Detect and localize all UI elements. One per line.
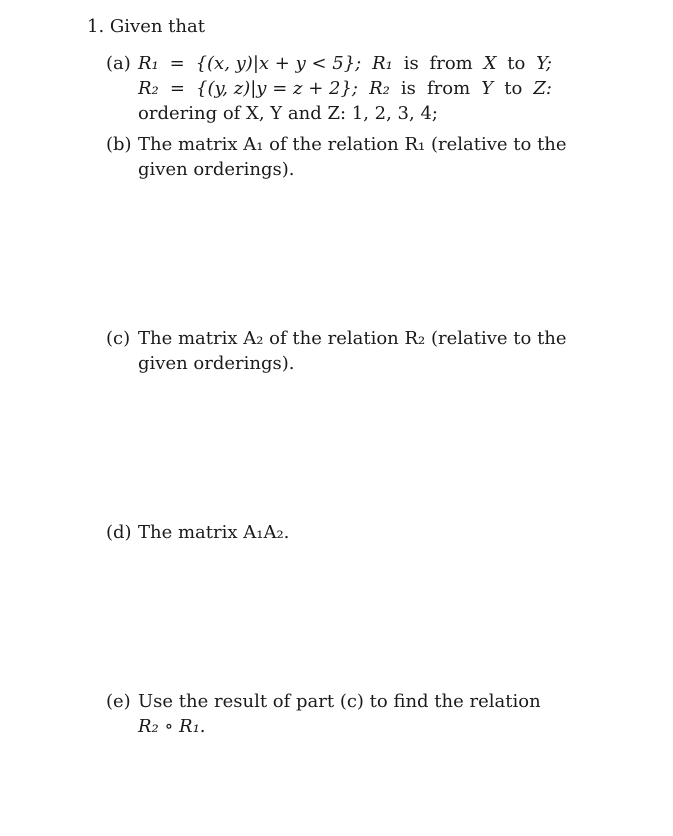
- part-b-label: (b): [106, 134, 132, 155]
- part-e-line-2: R₂ ∘ R₁.: [138, 716, 206, 737]
- equals-sign: =: [169, 78, 185, 99]
- part-c-line-1: The matrix A₂ of the relation R₂ (relative to the: [138, 328, 567, 349]
- part-a-line-1: [138, 51, 552, 76]
- word: is: [400, 78, 416, 99]
- word: to: [507, 53, 526, 74]
- equals-sign: =: [169, 53, 185, 74]
- part-d-label: (d): [106, 522, 132, 543]
- word: from: [427, 78, 471, 99]
- part-a-body: [138, 51, 556, 126]
- set-y-symbol: Y;: [536, 53, 552, 74]
- relation-r2-definition: {(y, z)|y = z + 2};: [196, 78, 358, 99]
- relation-r1-definition: {(x, y)|x + y < 5};: [195, 53, 362, 74]
- word: from: [429, 53, 473, 74]
- part-c-label: (c): [106, 328, 131, 349]
- part-d-body: [138, 520, 556, 545]
- part-a-line-2: [138, 76, 552, 101]
- set-z-symbol: Z:: [533, 78, 552, 99]
- part-c-line-2: given orderings).: [138, 353, 295, 374]
- problem-title: 1. Given that: [87, 16, 205, 37]
- part-e-body: [138, 689, 556, 739]
- word: is: [403, 53, 419, 74]
- relation-r2-symbol: R₂: [138, 78, 159, 99]
- part-c-body: [138, 326, 567, 376]
- word: to: [504, 78, 523, 99]
- part-d-line-1: The matrix A₁A₂.: [138, 522, 290, 543]
- set-x-symbol: X: [483, 53, 497, 74]
- part-e-label: (e): [106, 691, 131, 712]
- part-b-body: [138, 132, 567, 182]
- ordering-statement: ordering of X, Y and Z: 1, 2, 3, 4;: [138, 103, 438, 124]
- set-y-symbol: Y: [481, 78, 494, 99]
- part-b-line-1: The matrix A₁ of the relation R₁ (relative to the: [138, 134, 567, 155]
- relation-r2-symbol: R₂: [369, 78, 390, 99]
- part-a-label: (a): [106, 53, 131, 74]
- part-b-line-2: given orderings).: [138, 159, 295, 180]
- relation-r1-symbol: R₁: [372, 53, 393, 74]
- part-e-line-1: Use the result of part (c) to find the relation: [138, 691, 541, 712]
- relation-r1-symbol: R₁: [138, 53, 159, 74]
